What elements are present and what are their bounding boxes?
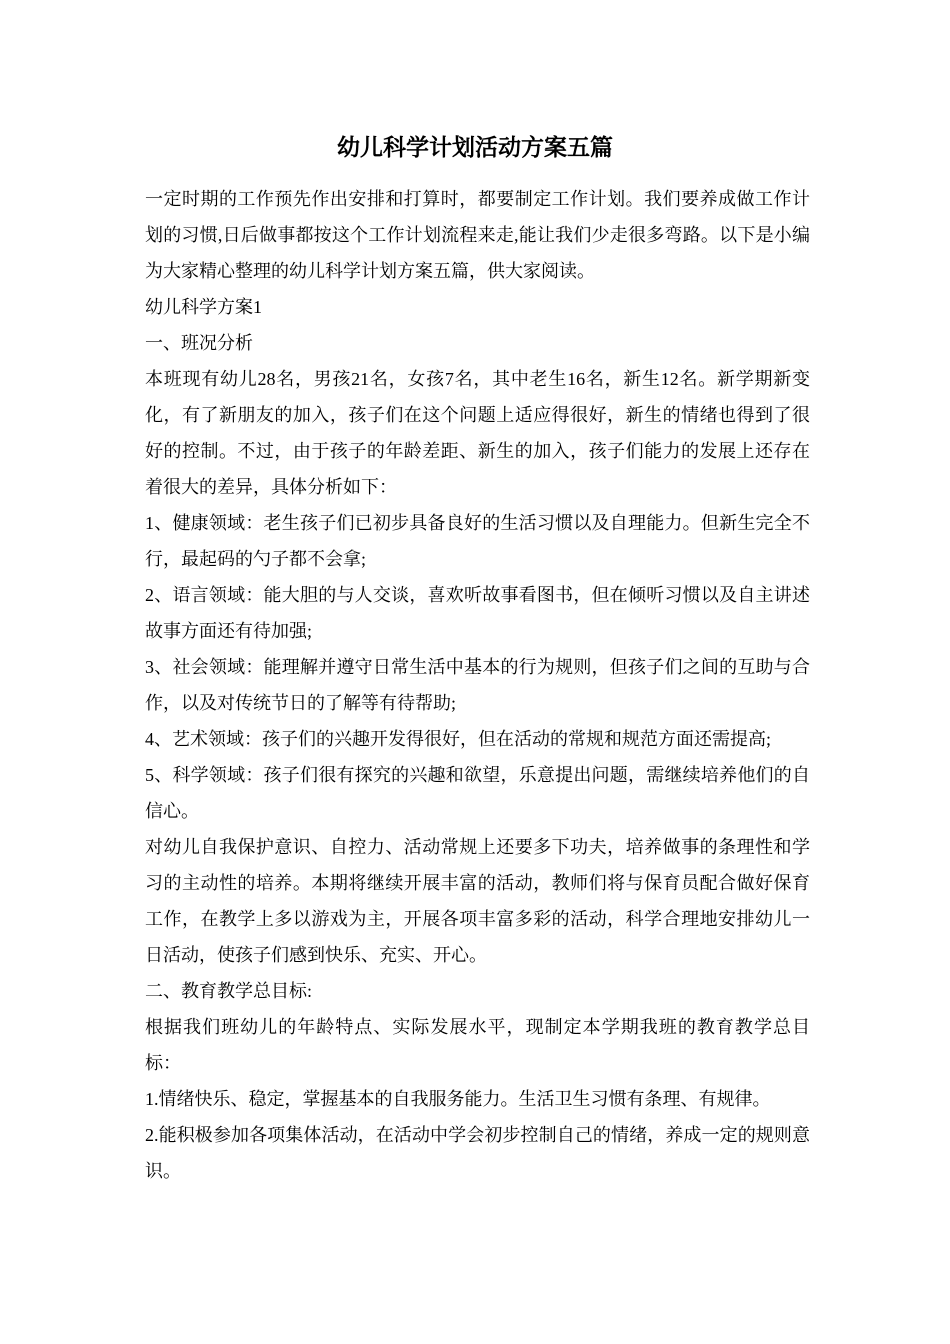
section-heading-class-analysis: 一、班况分析 — [145, 333, 253, 353]
section-heading-plan-1: 幼儿科学方案1 — [145, 297, 262, 317]
self-protection-paragraph: 对幼儿自我保护意识、自控力、活动常规上还要多下功夫，培养做事的条理性和学习的主动性的培养。本期将继续开展丰富的活动，教师们将与保育员配合做好保育工作，在教学上多以游戏为主，开展各项丰富多彩的活动，科学合理地安排幼儿一日活动，使孩子们感到快乐、充实、开心。 — [145, 837, 810, 965]
language-domain-item: 2、语言领域：能大胆的与人交谈，喜欢听故事看图书，但在倾听习惯以及自主讲述故事方面还有待加强; — [145, 585, 810, 641]
social-domain-item: 3、社会领域：能理解并遵守日常生活中基本的行为规则，但孩子们之间的互助与合作，以及对传统节日的了解等有待帮助; — [145, 657, 810, 713]
teaching-goals-intro: 根据我们班幼儿的年龄特点、实际发展水平，现制定本学期我班的教育教学总目标： — [145, 1017, 810, 1073]
art-domain-item: 4、艺术领域：孩子们的兴趣开发得很好，但在活动的常规和规范方面还需提高; — [145, 729, 771, 749]
goal-item-1: 1.情绪快乐、稳定，掌握基本的自我服务能力。生活卫生习惯有条理、有规律。 — [145, 1089, 771, 1109]
health-domain-item: 1、健康领域：老生孩子们已初步具备良好的生活习惯以及自理能力。但新生完全不行，最起码的勺子都不会拿; — [145, 513, 810, 569]
class-analysis-paragraph: 本班现有幼儿28名，男孩21名，女孩7名，其中老生16名，新生12名。新学期新变化，有了新朋友的加入，孩子们在这个问题上适应得很好，新生的情绪也得到了很好的控制。不过，由于孩子的年龄差距、新生的加入，孩子们能力的发展上还存在着很大的差异，具体分析如下： — [145, 369, 810, 497]
document-body — [145, 181, 810, 1189]
science-domain-item: 5、科学领域：孩子们很有探究的兴趣和欲望，乐意提出问题，需继续培养他们的自信心。 — [145, 765, 810, 821]
section-heading-teaching-goals: 二、教育教学总目标: — [145, 981, 313, 1001]
intro-paragraph: 一定时期的工作预先作出安排和打算时，都要制定工作计划。我们要养成做工作计划的习惯,日后做事都按这个工作计划流程来走,能让我们少走很多弯路。以下是小编为大家精心整理的幼儿科学计划方案五篇，供大家阅读。 — [145, 189, 810, 281]
document-title: 幼儿科学计划活动方案五篇 — [337, 134, 613, 161]
goal-item-2: 2.能积极参加各项集体活动，在活动中学会初步控制自己的情绪，养成一定的规则意识。 — [145, 1125, 810, 1181]
